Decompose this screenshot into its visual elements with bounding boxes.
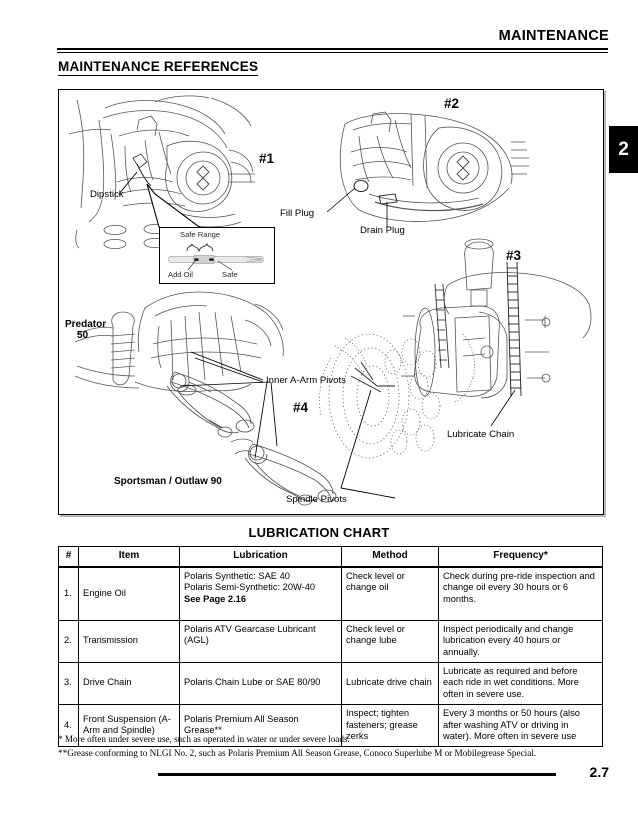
lubrication-see-page: See Page 2.16 xyxy=(184,594,247,604)
column-header-number: # xyxy=(59,547,79,567)
row-frequency: Every 3 months or 50 hours (also after washing ATV or driving in water). More often in severe use xyxy=(439,704,603,746)
footnotes xyxy=(58,733,618,761)
row-frequency: Check during pre-ride inspection and change oil every 30 hours or 6 months. xyxy=(439,567,603,621)
figure-line-art xyxy=(59,90,603,514)
column-header-lubrication: Lubrication xyxy=(180,547,342,567)
callout-3: #3 xyxy=(506,248,522,263)
lubrication-line-2: Polaris Semi-Synthetic: 20W-40 xyxy=(184,582,316,593)
section-heading: MAINTENANCE REFERENCES xyxy=(58,59,259,74)
sportsman-outlaw-90-label: Sportsman / Outlaw 90 xyxy=(114,476,222,487)
footer-rule xyxy=(158,773,556,776)
page-header xyxy=(0,28,638,54)
row-number: 1. xyxy=(59,567,79,621)
page-title: MAINTENANCE xyxy=(498,28,609,44)
inner-a-arm-pivots-label: Inner A-Arm Pivots xyxy=(266,375,346,386)
predator-50-label-line2: 50 xyxy=(77,330,89,341)
row-method: Inspect; tighten fasteners; grease zerks xyxy=(342,704,439,746)
row-lubrication: Polaris Chain Lube or SAE 80/90 xyxy=(180,662,342,704)
lubrication-line-1: Polaris Synthetic: SAE 40 xyxy=(184,570,290,581)
callout-1: #1 xyxy=(259,151,275,166)
row-method: Check level or change oil xyxy=(342,567,439,621)
callout-4: #4 xyxy=(293,400,309,415)
lubrication-chart-table xyxy=(58,546,603,747)
header-rule xyxy=(57,48,608,53)
callout-2: #2 xyxy=(444,96,460,111)
row-lubrication: Polaris ATV Gearcase Lubricant (AGL) xyxy=(180,620,342,662)
predator-50-label-line1: Predator xyxy=(65,319,107,330)
table-row xyxy=(59,620,603,662)
safe-label: Safe xyxy=(222,270,238,279)
row-item: Drive Chain xyxy=(79,662,180,704)
fill-plug-label: Fill Plug xyxy=(280,208,315,219)
chapter-tab: 2 xyxy=(609,126,638,173)
column-header-item: Item xyxy=(79,547,180,567)
safe-range-label: Safe Range xyxy=(180,230,221,239)
row-method: Lubricate drive chain xyxy=(342,662,439,704)
drain-plug-label: Drain Plug xyxy=(360,225,405,236)
lubricate-chain-label: Lubricate Chain xyxy=(447,429,515,440)
row-item: Transmission xyxy=(79,620,180,662)
column-header-frequency: Frequency* xyxy=(439,547,603,567)
row-frequency: Inspect periodically and change lubrication every 40 hours or annually. xyxy=(439,620,603,662)
table-row xyxy=(59,662,603,704)
row-method: Check level or change lube xyxy=(342,620,439,662)
dipstick-detail-inset xyxy=(159,227,275,284)
row-frequency: Lubricate as required and before each ride in wet conditions. More often in severe use. xyxy=(439,662,603,704)
row-lubrication xyxy=(180,567,342,621)
inset-leader-lines xyxy=(160,228,274,283)
row-number: 2. xyxy=(59,620,79,662)
row-lubrication: Polaris Premium All Season Grease** xyxy=(180,704,342,746)
lubrication-chart-title: LUBRICATION CHART xyxy=(248,525,390,540)
footnote-double-star: **Grease conforming to NLGI No. 2, such as Polaris Premium All Season Grease, Conoco Superlube M or Mobilegrease Special. xyxy=(58,747,537,758)
row-number: 3. xyxy=(59,662,79,704)
page-number: 2.7 xyxy=(589,764,609,780)
table-header-row xyxy=(59,547,603,567)
spindle-pivots-label: Spindle Pivots xyxy=(286,494,347,505)
column-header-method: Method xyxy=(342,547,439,567)
add-oil-label: Add Oil xyxy=(168,270,193,279)
dipstick-label: Dipstick xyxy=(90,189,124,200)
maintenance-reference-figure xyxy=(58,89,604,515)
footnote-single-star: * More often under severe use, such as operated in water or under severe loads. xyxy=(58,734,350,744)
row-item: Engine Oil xyxy=(79,567,180,621)
table-row xyxy=(59,567,603,621)
row-number: 4. xyxy=(59,704,79,746)
row-item: Front Suspension (A-Arm and Spindle) xyxy=(79,704,180,746)
